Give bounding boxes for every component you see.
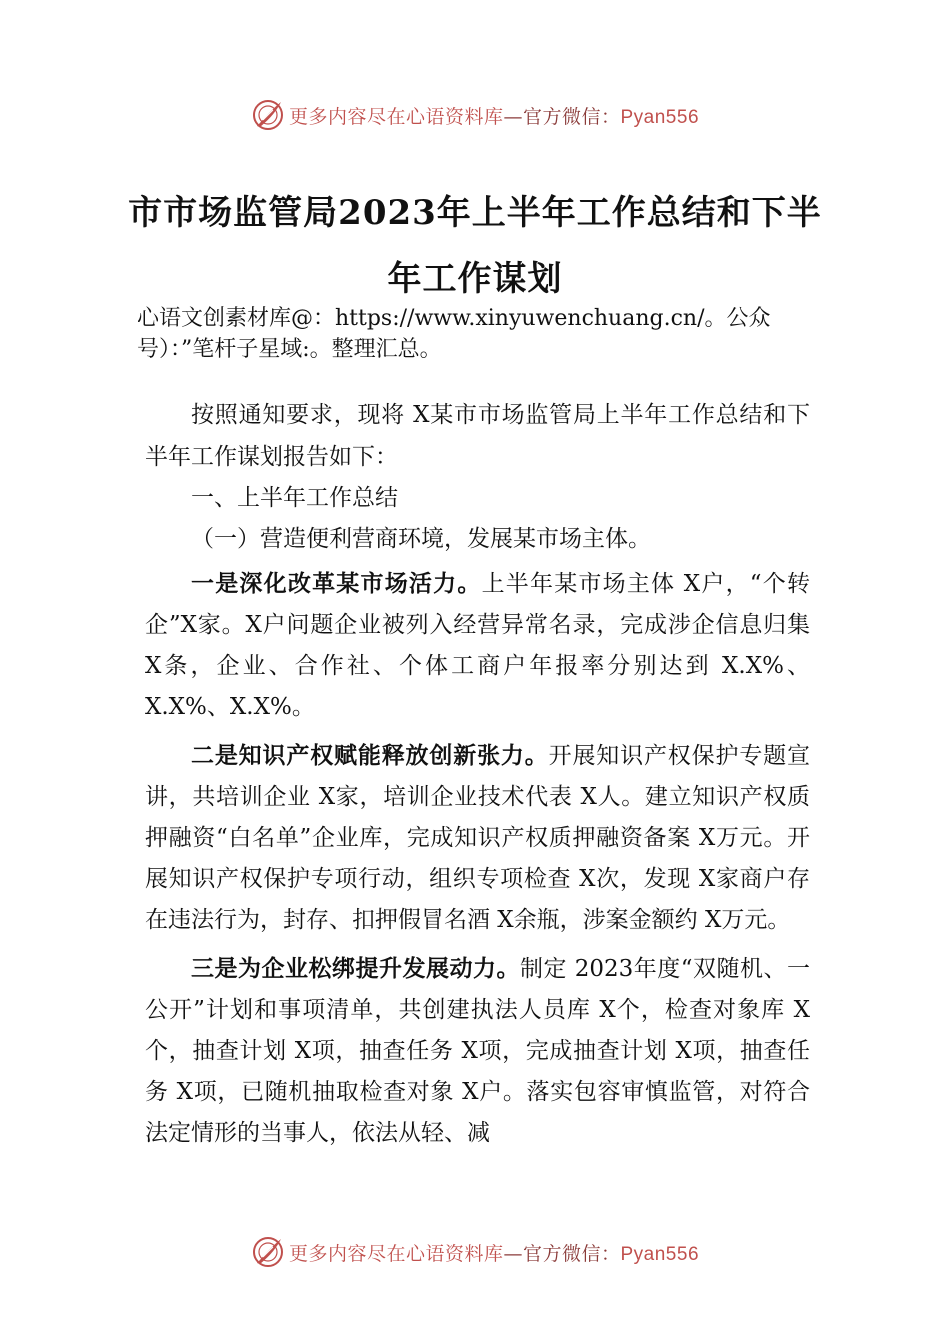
intro-paragraph: 按照通知要求，现将 X某市市场监管局上半年工作总结和下半年工作谋划报告如下： <box>145 402 810 470</box>
banner-wechat-id: Pyan556 <box>620 1243 700 1265</box>
banner-text <box>289 102 699 129</box>
banner-wechat-id: Pyan556 <box>620 106 700 128</box>
paragraph-text: 制定 2023年度“双随机、一公开”计划和事项清单，共创建执法人员库 X个，检查对象库 X个，抽查计划 X项，抽查任务 X项，完成抽查计划 X项，抽查任务 X项，已随机抽取检查对象 X户。落实包容审慎监管，对符合法定情形的当事人，依法从轻、减 <box>145 956 811 1146</box>
section-heading: 一、上半年工作总结 <box>191 485 398 511</box>
quill-seal-icon <box>251 1235 285 1269</box>
footer-banner <box>0 1232 950 1272</box>
subsection-heading: （一）营造便利营商环境，发展某市场主体。 <box>191 526 651 552</box>
banner-slogan: 更多内容尽在心语资料库 <box>288 105 504 128</box>
paragraph-lead: 一是深化改革某市场活力。 <box>191 571 482 597</box>
source-note: 心语文创素材库@：https://www.xinyuwenchuang.cn/。公众号）：”笔杆子星域:。整理汇总。 <box>137 306 771 362</box>
banner-wechat-label: —官方微信： <box>503 1242 621 1265</box>
banner-text <box>289 1239 699 1266</box>
document-body <box>145 394 810 1162</box>
paragraph-3 <box>145 949 810 1154</box>
paragraph-text: 上半年某市场主体 X户，“个转企”X家。X户问题企业被列入经营异常名录，完成涉企信息归集 X条，企业、合作社、个体工商户年报率分别达到 X.X%、X.X%、X.X%。 <box>145 571 810 720</box>
header-banner <box>0 95 950 135</box>
paragraph-lead: 三是为企业松绑提升发展动力。 <box>191 956 520 982</box>
banner-slogan: 更多内容尽在心语资料库 <box>288 1242 504 1265</box>
paragraph-1 <box>145 564 810 728</box>
paragraph-text: 开展知识产权保护专题宣讲，共培训企业 X家，培训企业技术代表 X人。建立知识产权质押融资“白名单”企业库，完成知识产权质押融资备案 X万元。开展知识产权保护专项行动，组织专项检查 X次，发现 X家商户存在违法行为，封存、扣押假冒名酒 X余瓶，涉案金额约 X万元。 <box>145 743 811 933</box>
banner-wechat-label: —官方微信： <box>503 105 621 128</box>
quill-seal-icon <box>251 98 285 132</box>
paragraph-lead: 二是知识产权赋能释放创新张力。 <box>191 743 549 769</box>
paragraph-2 <box>145 736 810 941</box>
document-title: 市市场监管局2023年上半年工作总结和下半年工作谋划 <box>128 193 822 299</box>
